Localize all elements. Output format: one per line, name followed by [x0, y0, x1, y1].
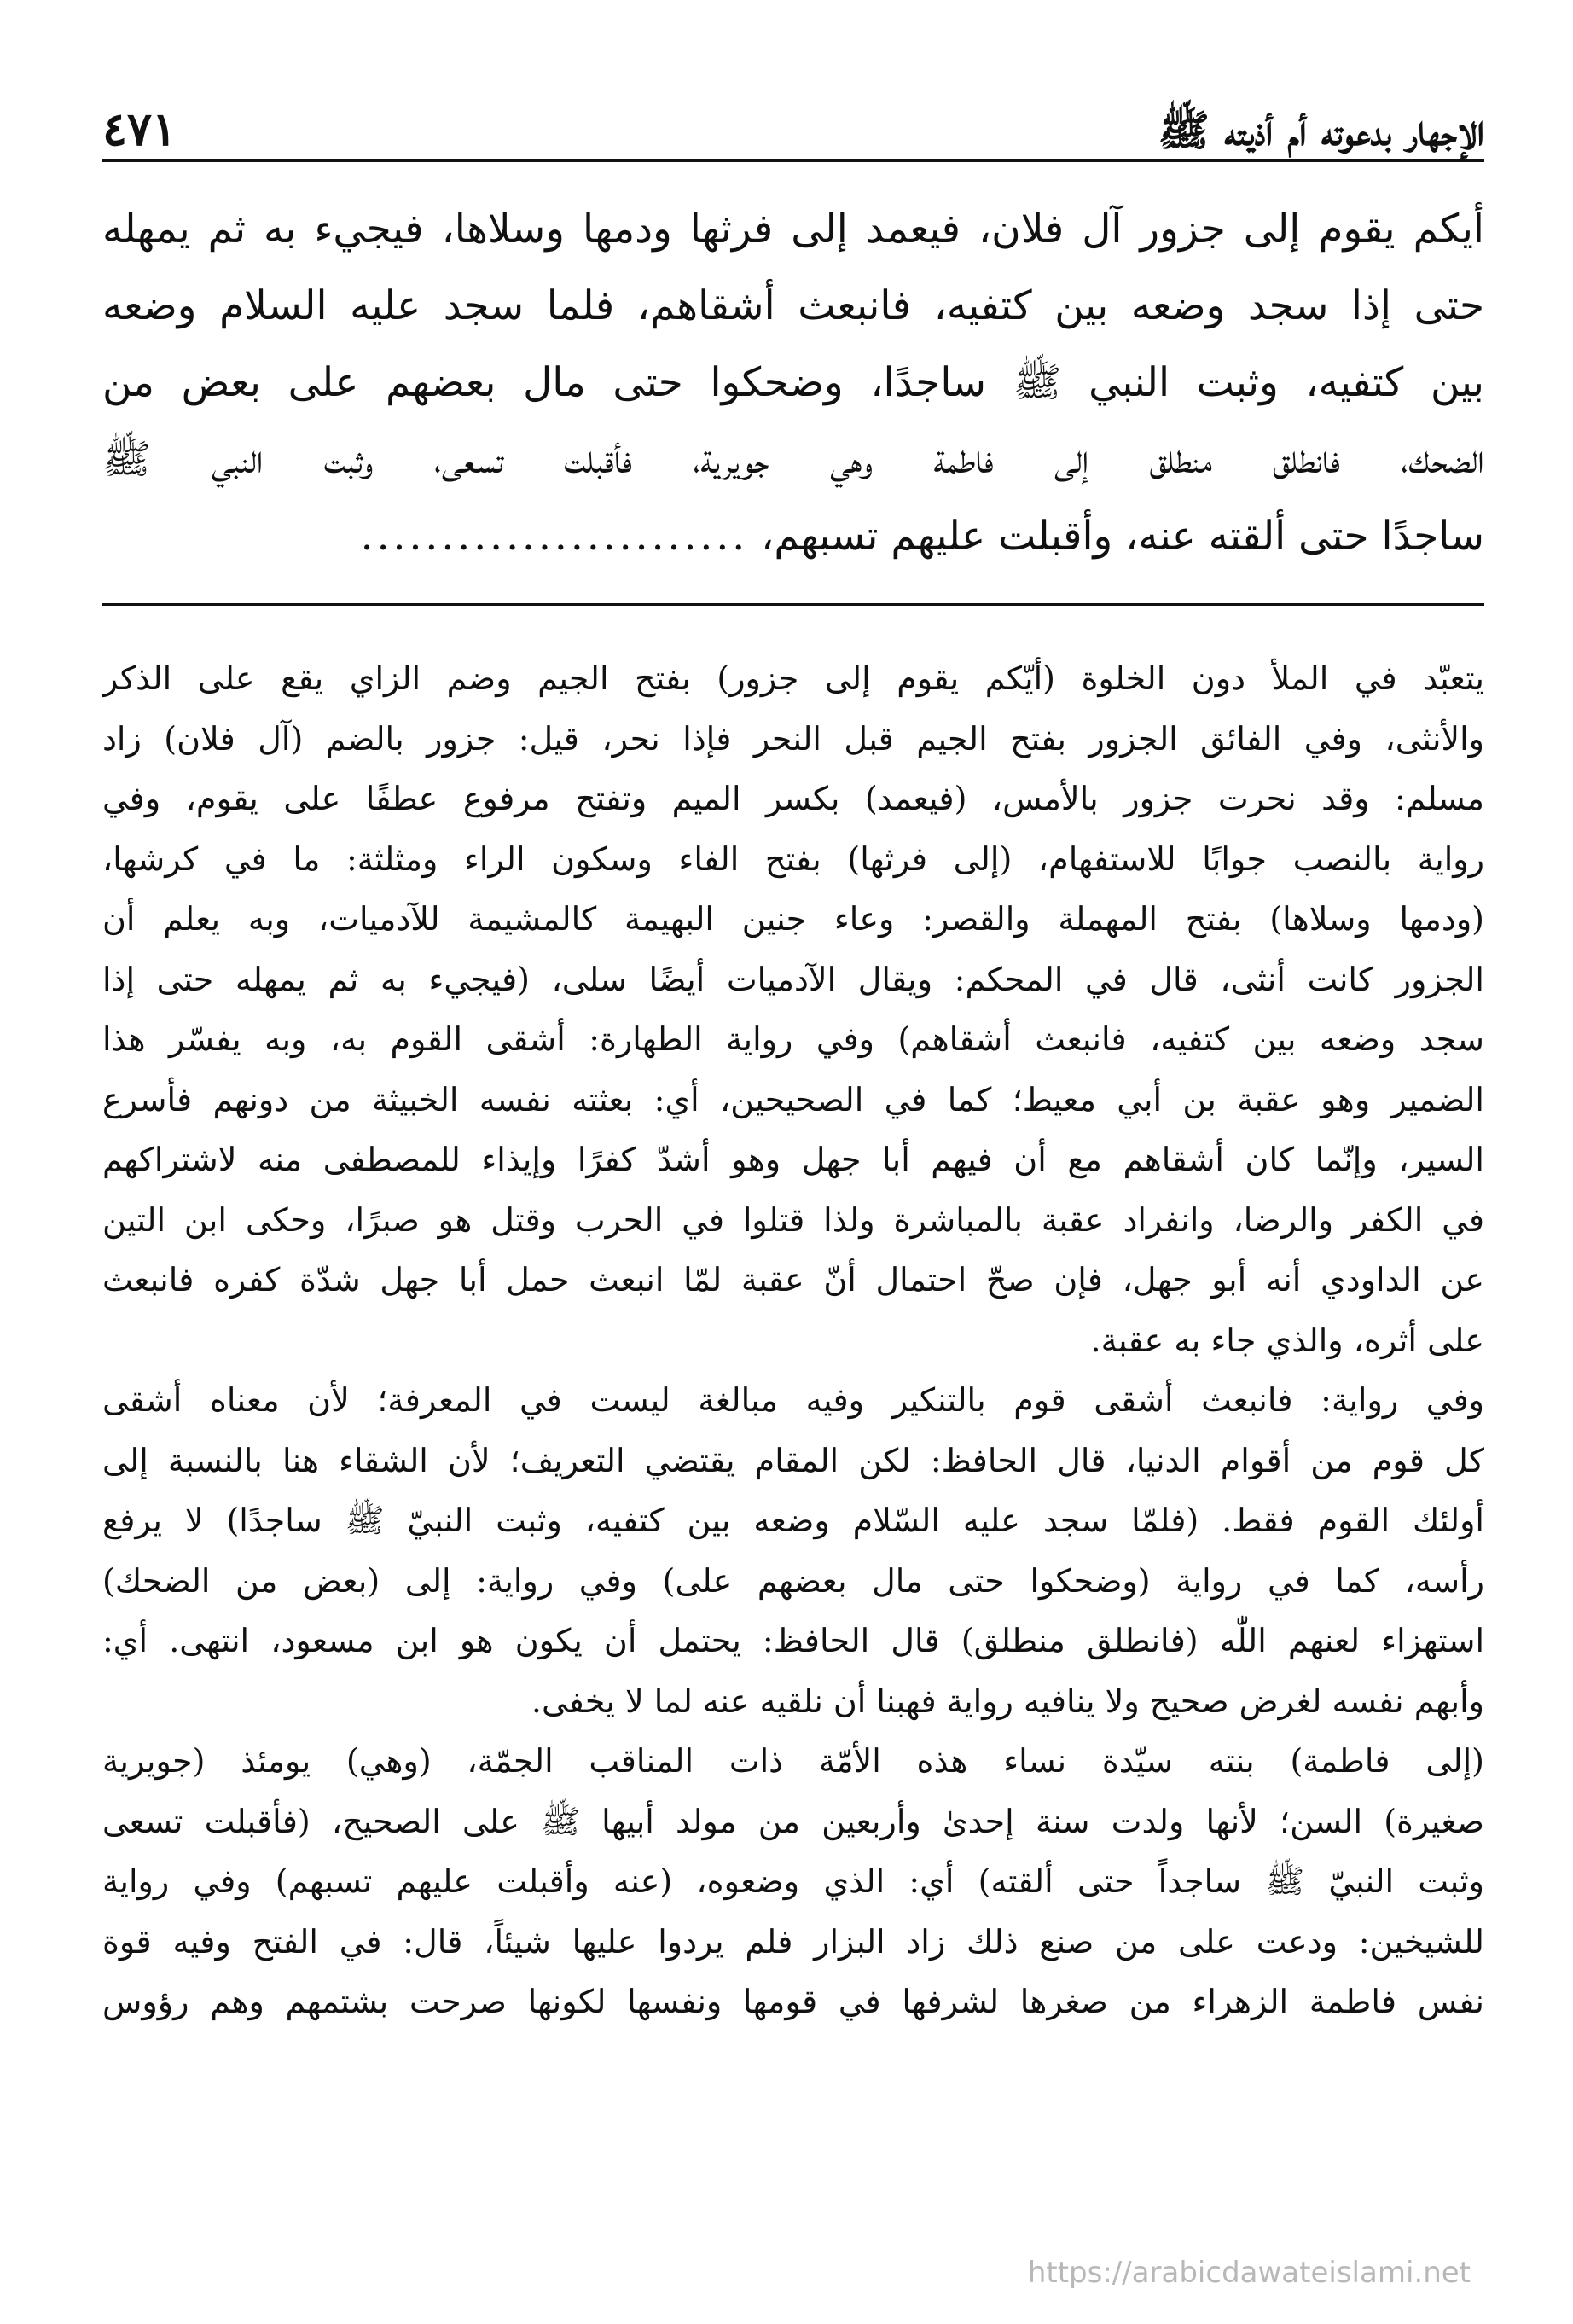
main-text-line: أيكم يقوم إلى جزور آل فلان، فيعمد إلى فرثها ودمها وسلاها، فيجيء به ثم يمهله: [102, 206, 1484, 253]
commentary-line: وأبهم نفسه لغرض صحيح ولا ينافيه رواية فهبنا أن نلقيه عنه لما لا يخفى.: [531, 1682, 1484, 1720]
commentary-line: استهزاء لعنهم اللّٰه (فانطلق منطلق) قال الحافظ: يحتمل أن يكون هو ابن مسعود، انتهى. أي:: [102, 1622, 1484, 1659]
running-head: الإجهار بدعوته أم أذيته ﷺ: [1158, 105, 1484, 155]
commentary-line: نفس فاطمة الزهراء من صغرها لشرفها في قومها ونفسها لكونها صرحت بشتمهم وهم رؤوس: [102, 1983, 1484, 2020]
commentary-text: [102, 648, 1484, 2252]
commentary-line: على أثره، والذي جاء به عقبة.: [1090, 1321, 1484, 1359]
commentary-line: رأسه، كما في رواية (وضحكوا حتى مال بعضهم على) وفي رواية: إلى (بعض من الضحك): [102, 1561, 1484, 1600]
main-text-line: بين كتفيه، وثبت النبي ﷺ ساجدًا، وضحكوا حتى مال بعضهم على بعض من: [102, 359, 1484, 406]
commentary-line: عن الداودي أنه أبو جهل، فإن صحّ احتمال أنّ عقبة لمّا انبعث حمل أبا جهل شدّة كفره فانبعث: [102, 1261, 1484, 1299]
commentary-line: (ودمها وسلاها) بفتح المهملة والقصر: وعاء جنين البهيمة كالمشيمة للآدميات، وبه يعلم أن: [102, 900, 1484, 938]
commentary-line: كل قوم من أقوام الدنيا، قال الحافظ: لكن المقام يقتضي التعريف؛ لأن الشقاء هنا بالنسبة إلى: [102, 1441, 1484, 1479]
main-text-line: الضحك، فانطلق منطلق إلى فاطمة وهي جويرية، فأقبلت تسعى، وثبت النبي ﷺ: [102, 436, 1484, 483]
commentary-line: الجزور كانت أنثى، قال في المحكم: ويقال الآدميات أيضًا سلى، (فيجيء به ثم يمهله حتى إذا: [102, 960, 1484, 998]
header-rule: [102, 159, 1484, 162]
page-number: ٤٧١: [102, 102, 177, 156]
main-text-line: [102, 498, 1484, 575]
commentary-line: أولئك القوم فقط. (فلمّا سجد عليه السّلام وضعه بين كتفيه، وثبت النبيّ ﷺ ساجدًا) لا يرفع: [102, 1502, 1484, 1539]
commentary-line: في الكفر والرضا، وانفراد عقبة بالمباشرة ولذا قتلوا في الحرب وقتل هو صبرًا، وحكى ابن التين: [102, 1200, 1484, 1239]
ellipsis-dots: ........................: [360, 513, 749, 560]
commentary-line: مسلم: وقد نحرت جزور بالأمس، (فيعمد) بكسر الميم وتفتح مرفوع عطفًا على يقوم، وفي: [102, 780, 1484, 817]
commentary-line: وثبت النبيّ ﷺ ساجداً حتى ألقته) أي: الذي وضعوه، (عنه وأقبلت عليهم تسبهم) وفي رواية: [102, 1862, 1484, 1900]
page-header: [102, 68, 1484, 162]
section-divider: [102, 603, 1484, 606]
commentary-line: للشيخين: ودعت على من صنع ذلك زاد البزار فلم يردوا عليها شيئاً، قال: في الفتح وفيه قوة: [102, 1922, 1484, 1961]
commentary-line: السير، وإنّما كان أشقاهم مع أن فيهم أبا جهل وهو أشدّ كفرًا وإيذاء للمصطفى منه لاشتراكهم: [102, 1141, 1484, 1178]
commentary-line: وفي رواية: فانبعث أشقى قوم بالتنكير وفيه مبالغة ليست في المعرفة؛ لأن معناه أشقى: [102, 1381, 1484, 1419]
commentary-line: الضمير وهو عقبة بن أبي معيط؛ كما في الصحيحين، أي: بعثته نفسه الخبيثة من دونهم فأسرع: [102, 1080, 1484, 1118]
main-text: [102, 191, 1484, 579]
book-page: [102, 68, 1484, 2286]
commentary-line: يتعبّد في الملأ دون الخلوة (أيّكم يقوم إلى جزور) بفتح الجيم وضم الزاي يقع على الذكر: [102, 659, 1484, 697]
commentary-line: سجد وضعه بين كتفيه، فانبعث أشقاهم) وفي رواية الطهارة: أشقى القوم به، وبه يفسّر هذا: [102, 1020, 1484, 1058]
commentary-line: رواية بالنصب جوابًا للاستفهام، (إلى فرثها) بفتح الفاء وسكون الراء ومثلثة: ما في كرشها،: [102, 840, 1484, 878]
watermark-url: https://arabicdawateislami.net: [1027, 2256, 1471, 2290]
commentary-line: صغيرة) السن؛ لأنها ولدت سنة إحدىٰ وأربعين من مولد أبيها ﷺ على الصحيح، (فأقبلت تسعى: [102, 1802, 1484, 1840]
commentary-line: والأنثى، وفي الفائق الجزور بفتح الجيم قبل النحر فإذا نحر، قيل: جزور بالضم (آل فلان) زاد: [102, 719, 1484, 758]
main-text-line: حتى إذا سجد وضعه بين كتفيه، فانبعث أشقاهم، فلما سجد عليه السلام وضعه: [102, 282, 1484, 329]
main-text-line-content: ساجدًا حتى ألقته عنه، وأقبلت عليهم تسبهم،: [761, 513, 1484, 560]
commentary-line: (إلى فاطمة) بنته سيّدة نساء هذه الأمّة ذات المناقب الجمّة، (وهي) يومئذ (جويرية: [102, 1742, 1484, 1780]
